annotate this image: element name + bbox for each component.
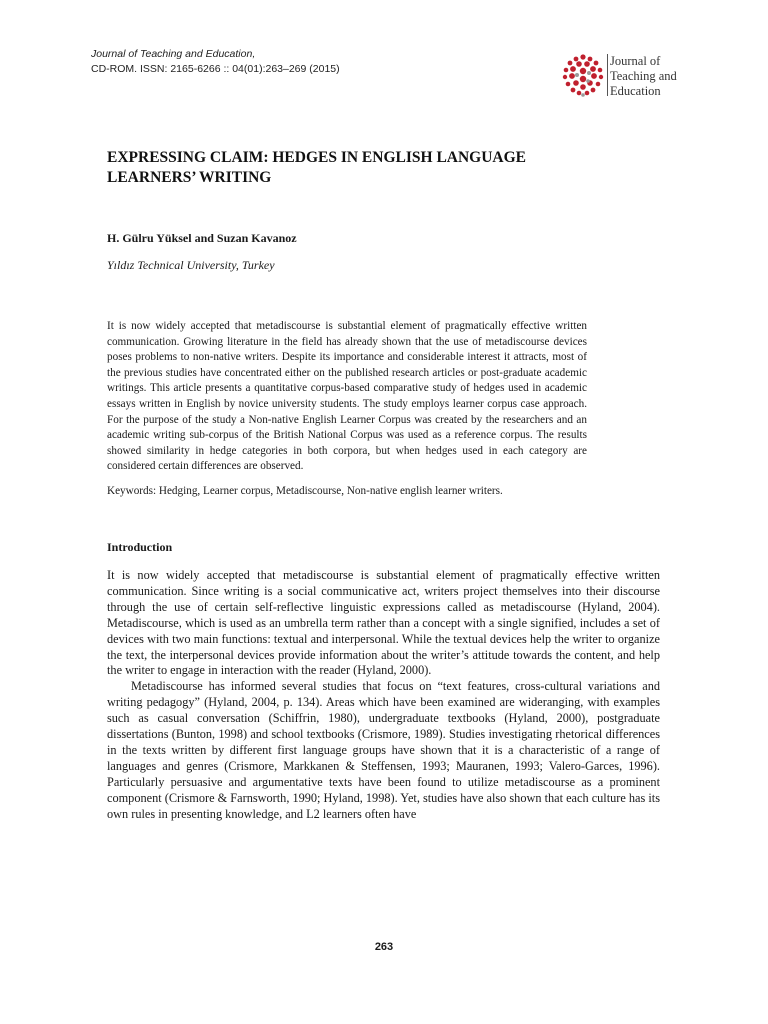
globe-dots-logo-icon <box>560 52 606 98</box>
article-title: EXPRESSING CLAIM: HEDGES IN ENGLISH LANGUAGE LEARNERS’ WRITING <box>107 149 527 186</box>
logo-divider <box>607 52 609 98</box>
introduction-paragraph-2: Metadiscourse has informed several studies that focus on “text features, cross-cultural variations and writing pedagogy” (Hyland, 2004, p. 134). Areas which have been examined are wideranging, with examples such as casual conversation (Schiffrin, 1980), undergraduate textbooks (Hyland, 2000), postgraduate dissertations (Bunton, 1998) and school textbooks (Crismore, 1989). Studies investigating rhetorical differences in the texts written by different first language groups have shown that it is a characteristic of a range of languages and genres (Crismore, Markkanen & Steffensen, 1993; Mauranen, 1993; Valero-Garces, 1996). Particularly persuasive and argumentative texts have been found to utilize metadiscourse as a prominent component (Crismore & Farnsworth, 1990; Hyland, 1998). Yet, studies have also shown that each culture has its own rules in presenting knowledge, and L2 learners often have <box>107 679 660 821</box>
journal-issn: CD-ROM. ISSN: 2165-6266 :: 04(01):263–269 (2015) <box>91 63 340 75</box>
page-number: 263 <box>374 941 394 953</box>
journal-logo <box>560 52 690 102</box>
abstract: It is now widely accepted that metadiscourse is substantial element of pragmatically effective written communication. Growing literature in the field has already shown that the use of metadiscourse devices poses problems to non-native writers. Despite its importance and considerable interest it attracts, most of the previous studies have concentrated either on the published research articles or post-graduate academic writings. This article presents a quantitative corpus-based comparative study of hedges used in academic essays written in English by novice university students. The study employs learner corpus case approach. For the purpose of the study a Non-native English Learner Corpus was created by the researchers and an academic writing sub-corpus of the British National Corpus was used as a reference corpus. The results showed similarity in hedge categories in both corpora, but when hedges used in each category are considered certain differences are observed. <box>107 320 587 473</box>
introduction-body <box>107 568 660 823</box>
author-affiliation: Yıldız Technical University, Turkey <box>107 258 275 272</box>
journal-citation <box>91 47 340 77</box>
keywords: Keywords: Hedging, Learner corpus, Metadiscourse, Non-native english learner writers. <box>107 485 503 497</box>
article-authors: H. Gülru Yüksel and Suzan Kavanoz <box>107 231 297 245</box>
section-heading-introduction: Introduction <box>107 540 173 554</box>
journal-name: Journal of Teaching and Education, <box>91 48 256 60</box>
introduction-paragraph-1: It is now widely accepted that metadiscourse is substantial element of pragmatically effective written communication. Since writing is a social communicative act, writers project themselves into their discourse through the use of certain self-reflective linguistic expressions called as metadiscourse (Hyland, 2004). Metadiscourse, which is used as an umbrella term rather than a concept with a single signified, includes a set of devices with two main functions: textual and interpersonal. While the textual devices help the writer to organize the text, the interpersonal devices provide information about the writer’s attitude towards the content, and help the writer to engage in interaction with the reader (Hyland, 2000). <box>107 568 660 678</box>
logo-text: Journal of Teaching and Education <box>610 54 677 98</box>
